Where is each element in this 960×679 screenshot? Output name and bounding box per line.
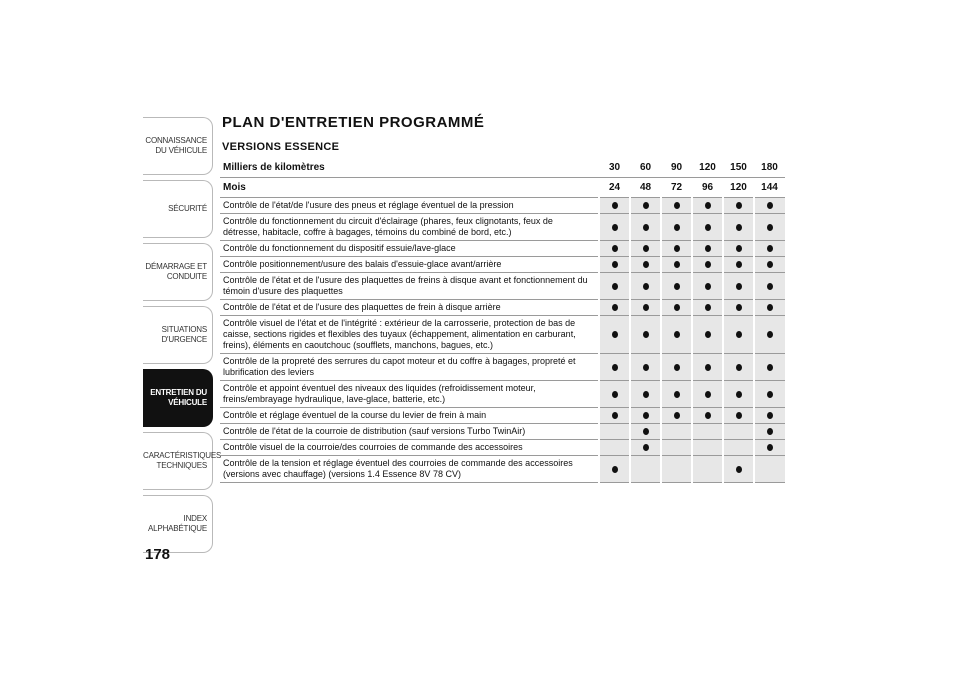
check-dot-icon [612,202,618,209]
check-dot-icon [705,364,711,371]
check-dot-icon [705,331,711,338]
months-value: 48 [630,178,661,198]
interval-cell [599,214,630,241]
interval-cell [723,381,754,408]
check-dot-icon [767,304,773,311]
check-dot-icon [767,391,773,398]
check-dot-icon [767,202,773,209]
task-description: Contrôle de l'état et de l'usure des plaquettes de frein à disque arrière [220,300,599,316]
interval-cell [692,241,723,257]
interval-cell [630,354,661,381]
interval-cell [661,424,692,440]
interval-cell [692,214,723,241]
task-description: Contrôle et réglage éventuel de la course du levier de frein à main [220,408,599,424]
check-dot-icon [612,261,618,268]
interval-cell [661,316,692,354]
check-dot-icon [674,245,680,252]
check-dot-icon [643,331,649,338]
km-value: 30 [599,158,630,178]
interval-cell [599,300,630,316]
check-dot-icon [767,412,773,419]
tab-situations-d-urgence[interactable] [143,306,213,364]
interval-cell [692,381,723,408]
interval-cell [661,241,692,257]
interval-cell [599,273,630,300]
months-value: 24 [599,178,630,198]
table-row [220,354,785,381]
interval-cell [754,381,785,408]
check-dot-icon [736,391,742,398]
check-dot-icon [736,466,742,473]
interval-cell [599,241,630,257]
check-dot-icon [643,261,649,268]
chapter-sidebar [143,117,222,558]
check-dot-icon [736,202,742,209]
check-dot-icon [705,304,711,311]
check-dot-icon [674,202,680,209]
table-row [220,241,785,257]
interval-cell [723,214,754,241]
interval-cell [754,456,785,483]
table-row [220,214,785,241]
interval-cell [692,440,723,456]
months-value: 72 [661,178,692,198]
task-description: Contrôle du fonctionnement du circuit d'éclairage (phares, feux clignotants, feux de détresse, habitacle, coffre à bagages, témoins du combiné de bord, etc.) [220,214,599,241]
table-row [220,300,785,316]
check-dot-icon [736,412,742,419]
interval-cell [754,354,785,381]
interval-cell [723,354,754,381]
check-dot-icon [674,331,680,338]
interval-cell [630,456,661,483]
interval-cell [630,381,661,408]
interval-cell [754,241,785,257]
check-dot-icon [767,224,773,231]
interval-cell [723,273,754,300]
interval-cell [599,257,630,273]
interval-cell [723,456,754,483]
task-description: Contrôle de l'état de la courroie de distribution (sauf versions Turbo TwinAir) [220,424,599,440]
interval-cell [599,456,630,483]
check-dot-icon [643,412,649,419]
check-dot-icon [736,261,742,268]
interval-cell [599,424,630,440]
interval-cell [630,214,661,241]
months-header-row [220,178,785,198]
task-description: Contrôle positionnement/usure des balais d'essuie-glace avant/arrière [220,257,599,273]
check-dot-icon [736,283,742,290]
task-description: Contrôle visuel de la courroie/des courroies de commande des accessoires [220,440,599,456]
interval-cell [630,273,661,300]
check-dot-icon [643,304,649,311]
check-dot-icon [674,412,680,419]
check-dot-icon [705,245,711,252]
tab-label: ENTRETIEN DU VÉHICULE [150,388,207,407]
interval-cell [630,257,661,273]
check-dot-icon [705,261,711,268]
interval-cell [692,198,723,214]
km-value: 120 [692,158,723,178]
task-description: Contrôle de l'état/de l'usure des pneus et réglage éventuel de la pression [220,198,599,214]
tab-demarrage-et-conduite[interactable] [143,243,213,301]
interval-cell [723,257,754,273]
interval-cell [661,214,692,241]
check-dot-icon [736,364,742,371]
check-dot-icon [705,224,711,231]
check-dot-icon [674,283,680,290]
interval-cell [754,273,785,300]
interval-cell [661,381,692,408]
km-value: 90 [661,158,692,178]
tab-label: SÉCURITÉ [168,204,207,213]
interval-cell [630,424,661,440]
page-number: 178 [145,546,171,563]
table-row [220,381,785,408]
check-dot-icon [643,224,649,231]
km-label: Milliers de kilomètres [220,158,599,178]
check-dot-icon [767,283,773,290]
interval-cell [692,273,723,300]
maintenance-schedule-table [220,158,785,483]
check-dot-icon [612,331,618,338]
interval-cell [630,408,661,424]
check-dot-icon [767,331,773,338]
check-dot-icon [612,283,618,290]
interval-cell [661,300,692,316]
check-dot-icon [736,224,742,231]
months-value: 144 [754,178,785,198]
interval-cell [599,381,630,408]
interval-cell [661,456,692,483]
interval-cell [723,424,754,440]
page-title: PLAN D'ENTRETIEN PROGRAMMÉ [222,114,485,131]
tab-label: DÉMARRAGE ET CONDUITE [145,262,207,281]
months-value: 96 [692,178,723,198]
task-description: Contrôle et appoint éventuel des niveaux des liquides (refroidissement moteur, freins/embrayage hydraulique, lave-glace, batterie, etc.) [220,381,599,408]
check-dot-icon [736,245,742,252]
check-dot-icon [705,412,711,419]
tab-label: INDEX ALPHABÉTIQUE [148,514,207,533]
check-dot-icon [612,466,618,473]
check-dot-icon [674,364,680,371]
check-dot-icon [643,444,649,451]
interval-cell [754,440,785,456]
table-row [220,456,785,483]
interval-cell [723,198,754,214]
tab-index-alphabetique[interactable] [143,495,213,553]
interval-cell [692,456,723,483]
interval-cell [723,316,754,354]
check-dot-icon [767,444,773,451]
interval-cell [661,354,692,381]
interval-cell [692,424,723,440]
interval-cell [630,300,661,316]
km-value: 180 [754,158,785,178]
interval-cell [754,408,785,424]
interval-cell [630,241,661,257]
check-dot-icon [612,391,618,398]
interval-cell [661,440,692,456]
task-description: Contrôle de la tension et réglage éventuel des courroies de commande des accessoires (versions avec chauffage) (versions 1.4 Essence 8V 78 CV) [220,456,599,483]
tab-caracteristiques-techniques[interactable] [143,432,222,490]
check-dot-icon [767,245,773,252]
check-dot-icon [612,412,618,419]
interval-cell [599,408,630,424]
task-description: Contrôle visuel de l'état et de l'intégrité : extérieur de la carrosserie, protection de bas de caisse, sections rigides et flexibles des tuyaux (échappement, alimentation en carburant, freins), éléments en caoutchouc (soufflets, manchons, bagues, etc.) [220,316,599,354]
interval-cell [661,257,692,273]
interval-cell [692,316,723,354]
interval-cell [692,300,723,316]
months-label: Mois [220,178,599,198]
months-value: 120 [723,178,754,198]
interval-cell [661,273,692,300]
interval-cell [754,424,785,440]
check-dot-icon [643,283,649,290]
interval-cell [630,198,661,214]
interval-cell [661,198,692,214]
check-dot-icon [612,224,618,231]
tab-securite[interactable] [143,180,213,238]
interval-cell [692,408,723,424]
interval-cell [599,316,630,354]
interval-cell [754,214,785,241]
interval-cell [723,241,754,257]
tab-connaissance-du-vehicule[interactable] [143,117,213,175]
interval-cell [754,300,785,316]
check-dot-icon [643,202,649,209]
interval-cell [723,440,754,456]
section-subtitle: VERSIONS ESSENCE [222,141,340,153]
check-dot-icon [612,364,618,371]
interval-cell [599,198,630,214]
check-dot-icon [674,304,680,311]
check-dot-icon [705,283,711,290]
task-description: Contrôle de l'état et de l'usure des plaquettes de freins à disque avant et fonctionnement du témoin d'usure des plaquettes [220,273,599,300]
task-description: Contrôle de la propreté des serrures du capot moteur et du coffre à bagages, propreté et lubrification des leviers [220,354,599,381]
check-dot-icon [643,364,649,371]
interval-cell [599,440,630,456]
interval-cell [754,316,785,354]
tab-entretien-du-vehicule[interactable] [143,369,213,427]
check-dot-icon [612,245,618,252]
interval-cell [599,354,630,381]
table-row [220,257,785,273]
interval-cell [692,257,723,273]
task-description: Contrôle du fonctionnement du dispositif essuie/lave-glace [220,241,599,257]
interval-cell [630,440,661,456]
table-row [220,440,785,456]
table-row [220,198,785,214]
table-row [220,424,785,440]
check-dot-icon [767,364,773,371]
check-dot-icon [674,224,680,231]
check-dot-icon [736,304,742,311]
km-header-row [220,158,785,178]
check-dot-icon [705,391,711,398]
check-dot-icon [612,304,618,311]
km-value: 60 [630,158,661,178]
interval-cell [754,198,785,214]
interval-cell [661,408,692,424]
check-dot-icon [705,202,711,209]
interval-cell [723,300,754,316]
interval-cell [723,408,754,424]
check-dot-icon [674,261,680,268]
check-dot-icon [736,331,742,338]
check-dot-icon [767,261,773,268]
check-dot-icon [767,428,773,435]
km-value: 150 [723,158,754,178]
interval-cell [692,354,723,381]
table-row [220,316,785,354]
tab-label: CARACTÉRISTIQUES TECHNIQUES [143,451,222,470]
tab-label: SITUATIONS D'URGENCE [161,325,207,344]
check-dot-icon [643,428,649,435]
interval-cell [754,257,785,273]
tab-label: CONNAISSANCE DU VÉHICULE [145,136,207,155]
check-dot-icon [643,245,649,252]
table-row [220,408,785,424]
check-dot-icon [643,391,649,398]
interval-cell [630,316,661,354]
table-row [220,273,785,300]
check-dot-icon [674,391,680,398]
